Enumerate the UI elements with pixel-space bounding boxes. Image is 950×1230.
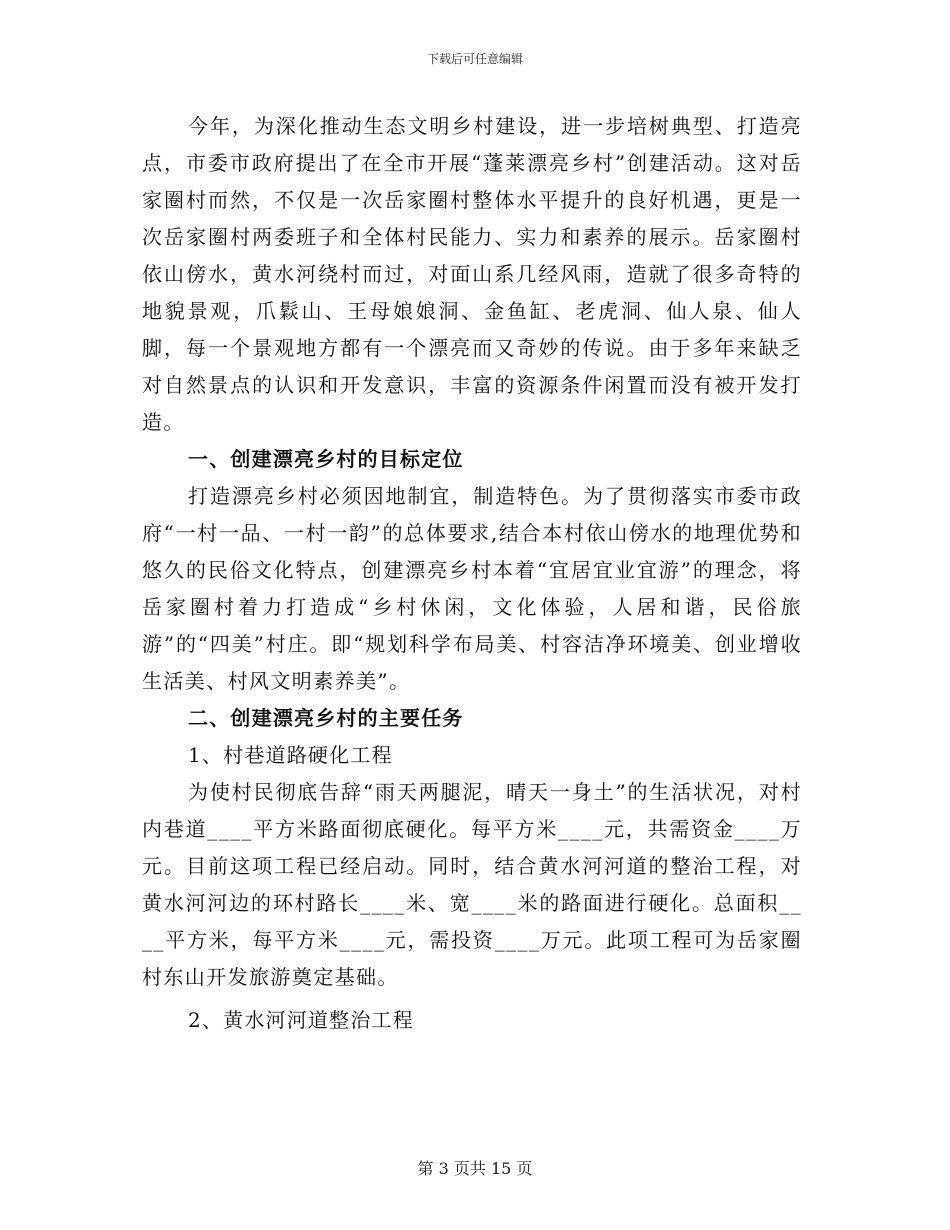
goal-paragraph: 打造漂亮乡村必须因地制宜，制造特色。为了贯彻落实市委市政府“一村一品、一村一韵”的总体要求,结合本村依山傍水的地理优势和悠久的民俗文化特点，创建漂亮乡村本着“宜居宜业宜游”的理念，将岳家圈村着力打造成“乡村休闲，文化体验，人居和谐，民俗旅游”的“四美”村庄。即“规划科学布局美、村容洁净环境美、创业增收生活美、村风文明素养美”。: [142, 484, 802, 693]
road-project-paragraph: 为使村民彻底告辞“雨天两腿泥，晴天一身土”的生活状况，对村内巷道____平方米路面彻底硬化。每平方米____元，共需资金____万元。目前这项工程已经启动。同时，结合黄水河河道的整治工程，对黄水河河边的环村路长____米、宽____米的路面进行硬化。总面积____平方米，每平方米____元，需投资____万元。此项工程可为岳家圈村东山开发旅游奠定基础。: [142, 780, 802, 989]
section-heading-goal: 一、创建漂亮乡村的目标定位: [188, 447, 464, 471]
intro-paragraph: 今年，为深化推动生态文明乡村建设，进一步培树典型、打造亮点，市委市政府提出了在全市开展“蓬莱漂亮乡村”创建活动。这对岳家圈村而然，不仅是一次岳家圈村整体水平提升的良好机遇，更是一次岳家圈村两委班子和全体村民能力、实力和素养的展示。岳家圈村依山傍水，黄水河绕村而过，对面山系几经风雨，造就了很多奇特的地貌景观，爪鬏山、王母娘娘洞、金鱼缸、老虎洞、仙人泉、仙人脚，每一个景观地方都有一个漂亮而又奇妙的传说。由于多年来缺乏对自然景点的认识和开发意识，丰富的资源条件闲置而没有被开发打造。: [142, 114, 802, 434]
page-footer: 第 3 页共 15 页: [417, 1159, 533, 1178]
document-body: [142, 108, 802, 1039]
subheading-river-project: 2、黄水河河道整治工程: [188, 1008, 414, 1032]
section-heading-tasks: 二、创建漂亮乡村的主要任务: [188, 706, 464, 730]
page-header: 下载后可任意编辑: [426, 52, 523, 66]
subheading-road-project: 1、村巷道路硬化工程: [188, 743, 393, 767]
